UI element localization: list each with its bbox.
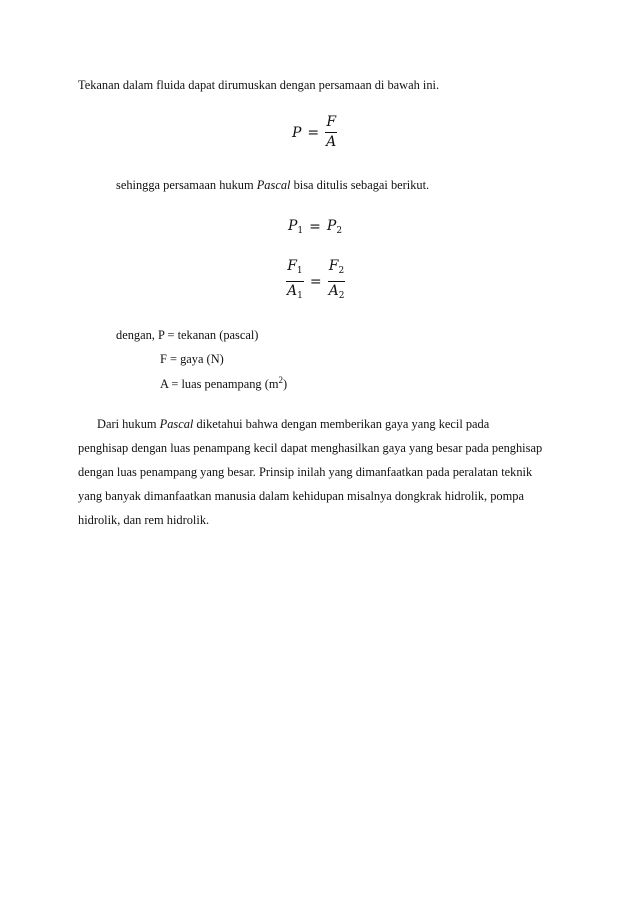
p2-symbol: P <box>326 218 337 234</box>
a2-term <box>328 283 346 305</box>
a2-symbol: A <box>328 283 339 299</box>
p2-term <box>327 218 342 236</box>
paragraph-line-2: penghisap dengan luas penampang kecil dapat menghasilkan gaya yang besar pada penghisap <box>78 441 543 455</box>
equals-sign: = <box>307 124 320 141</box>
definition-pressure: dengan, P = tekanan (pascal) <box>116 328 259 342</box>
sehingga-text-start: sehingga persamaan hukum <box>116 178 257 192</box>
fraction-bar <box>286 281 304 282</box>
paragraph-line-5: hidrolik, dan rem hidrolik. <box>78 513 210 527</box>
fraction-bar <box>325 132 337 133</box>
pascal-pressure-equation <box>288 218 342 236</box>
sehingga-text <box>116 178 429 193</box>
paragraph-line-1-end: diketahui bahwa dengan memberikan gaya yang kecil pada <box>193 417 490 431</box>
sehingga-text-end: bisa ditulis sebagai berikut. <box>290 178 430 192</box>
p1-symbol: P <box>288 218 298 234</box>
pascal-force-area-equation <box>286 258 345 305</box>
pascal-italic: Pascal <box>159 417 194 431</box>
a2-subscript: 2 <box>338 291 345 301</box>
fraction-bar <box>328 281 346 282</box>
f2-term <box>328 258 345 280</box>
force-symbol: F <box>326 114 337 130</box>
a1-term <box>286 283 304 305</box>
f1-over-a1-fraction <box>286 258 304 305</box>
f2-over-a2-fraction <box>328 258 346 305</box>
equals-sign: = <box>309 273 322 290</box>
f2-subscript: 2 <box>338 266 345 276</box>
paragraph-line-3: dengan luas penampang yang besar. Prinsip inilah yang dimanfaatkan pada peralatan teknik <box>78 465 533 479</box>
pressure-equation <box>292 114 337 151</box>
a1-symbol: A <box>287 283 298 299</box>
definition-area-close: ) <box>282 377 288 391</box>
paragraph-line-1 <box>97 417 489 432</box>
equals-sign: = <box>309 219 321 235</box>
f2-symbol: F <box>328 258 339 274</box>
intro-text: Tekanan dalam fluida dapat dirumuskan dengan persamaan di bawah ini. <box>78 78 440 92</box>
paragraph-line-1-start: Dari hukum <box>97 417 160 431</box>
definition-force: F = gaya (N) <box>160 352 224 366</box>
area-unit-exponent: 2 <box>278 375 283 385</box>
definition-area-text: A = luas penampang (m <box>160 377 279 391</box>
pressure-symbol: P <box>292 124 302 141</box>
p1-term <box>288 218 303 236</box>
pascal-italic: Pascal <box>256 178 291 192</box>
f1-symbol: F <box>287 258 297 274</box>
force-over-area-fraction <box>325 114 337 151</box>
definition-area <box>160 373 287 392</box>
p1-subscript: 1 <box>297 226 304 236</box>
a1-subscript: 1 <box>297 291 303 301</box>
f1-subscript: 1 <box>296 266 303 276</box>
area-symbol: A <box>326 134 337 150</box>
paragraph-line-4: yang banyak dimanfaatkan manusia dalam kehidupan misalnya dongkrak hidrolik, pompa <box>78 489 524 503</box>
p2-subscript: 2 <box>336 226 343 236</box>
f1-term <box>286 258 303 280</box>
